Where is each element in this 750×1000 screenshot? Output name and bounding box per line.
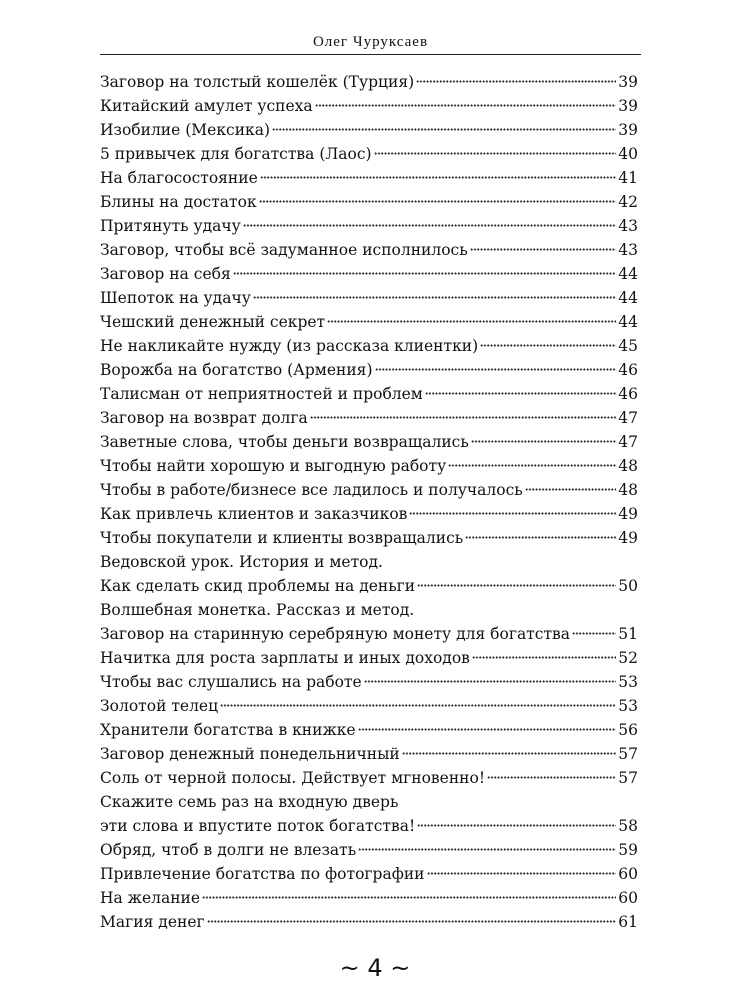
toc-entry-page: 53 [618, 697, 638, 715]
toc-entry-page: 46 [618, 361, 638, 379]
toc-entry-title: 5 привычек для богатства (Лаос) [100, 145, 372, 163]
dot-leader [253, 294, 616, 300]
toc-entry-page: 48 [618, 457, 638, 475]
header-rule [100, 54, 641, 55]
dot-leader [472, 654, 616, 660]
toc-entry[interactable] [100, 526, 638, 550]
toc-entry-title: Чтобы покупатели и клиенты возвращались [100, 529, 464, 547]
page-number: ~ 4 ~ [339, 954, 411, 982]
toc-entry[interactable] [100, 334, 638, 358]
dot-leader [572, 630, 616, 636]
toc-entry[interactable] [100, 142, 638, 166]
toc-entry-title: Ворожба на богатство (Армения) [100, 361, 373, 379]
toc-entry-page: 42 [618, 193, 638, 211]
dot-leader [417, 582, 616, 588]
toc-entry-title: эти слова и впустите поток богатства! [100, 817, 416, 835]
toc-entry-title: Магия денег [100, 913, 205, 931]
toc-entry[interactable] [100, 718, 638, 742]
toc-entry-title: Блины на достаток [100, 193, 257, 211]
toc-entry-title: Ведовской урок. История и метод. [100, 553, 383, 571]
toc-entry[interactable] [100, 454, 638, 478]
toc-entry-title: Шепоток на удачу [100, 289, 251, 307]
toc-entry[interactable] [100, 214, 638, 238]
dot-leader [425, 390, 616, 396]
toc-entry-page: 43 [618, 241, 638, 259]
toc-entry-page: 48 [618, 481, 638, 499]
toc-entry-page: 49 [618, 529, 638, 547]
toc-entry-page: 58 [618, 817, 638, 835]
toc-entry[interactable] [100, 118, 638, 142]
toc-entry-title: Талисман от неприятностей и проблем [100, 385, 423, 403]
dot-leader [207, 918, 617, 924]
dot-leader [487, 774, 616, 780]
toc-entry-page: 50 [618, 577, 638, 595]
dot-leader [310, 414, 617, 420]
toc-entry-page: 60 [618, 889, 638, 907]
toc-entry-page: 45 [618, 337, 638, 355]
toc-entry[interactable] [100, 886, 638, 910]
dot-leader [243, 222, 616, 228]
toc-entry[interactable] [100, 238, 638, 262]
toc-entry-page: 43 [618, 217, 638, 235]
toc-entry-page: 39 [618, 73, 638, 91]
toc-entry-page: 53 [618, 673, 638, 691]
toc-entry-title: Чтобы в работе/бизнесе все ладилось и получалось [100, 481, 523, 499]
toc-entry-page: 47 [618, 433, 638, 451]
toc-entry-title: Начитка для роста зарплаты и иных доходов [100, 649, 470, 667]
dot-leader [259, 198, 617, 204]
toc-entry-title: Как сделать скид проблемы на деньги [100, 577, 416, 595]
toc-entry[interactable] [100, 598, 638, 622]
dot-leader [417, 822, 616, 828]
toc-entry-page: 46 [618, 385, 638, 403]
toc-entry[interactable] [100, 910, 638, 934]
toc-entry-title: На желание [100, 889, 201, 907]
toc-entry-title: Как привлечь клиентов и заказчиков [100, 505, 408, 523]
toc-entry-page: 44 [618, 289, 638, 307]
dot-leader [427, 870, 617, 876]
toc-entry-title: Заговор на старинную серебряную монету для богатства [100, 625, 570, 643]
toc-entry[interactable] [100, 94, 638, 118]
toc-entry[interactable] [100, 502, 638, 526]
toc-entry-title: На благосостояние [100, 169, 258, 187]
toc-entry-title: Волшебная монетка. Рассказ и метод. [100, 601, 415, 619]
dot-leader [260, 174, 616, 180]
toc-entry-title: Чешский денежный секрет [100, 313, 326, 331]
toc-entry[interactable] [100, 670, 638, 694]
table-of-contents [100, 70, 638, 934]
toc-entry[interactable] [100, 262, 638, 286]
dot-leader [315, 102, 617, 108]
toc-entry-title: Хранители богатства в книжке [100, 721, 356, 739]
toc-entry[interactable] [100, 430, 638, 454]
toc-entry-page: 59 [618, 841, 638, 859]
dot-leader [202, 894, 616, 900]
toc-entry-page: 57 [618, 769, 638, 787]
dot-leader [480, 342, 616, 348]
toc-entry-page: 49 [618, 505, 638, 523]
toc-entry-title: Заговор на толстый кошелёк (Турция) [100, 73, 415, 91]
toc-entry-title: Чтобы вас слушались на работе [100, 673, 362, 691]
toc-entry[interactable] [100, 550, 638, 574]
dot-leader [358, 726, 617, 732]
dot-leader [409, 510, 616, 516]
toc-entry[interactable] [100, 574, 638, 598]
toc-entry-page: 39 [618, 121, 638, 139]
toc-entry-title: Изобилие (Мексика) [100, 121, 271, 139]
toc-entry[interactable] [100, 406, 638, 430]
toc-entry[interactable] [100, 382, 638, 406]
toc-entry-title: Заговор на себя [100, 265, 231, 283]
toc-entry-page: 44 [618, 313, 638, 331]
toc-entry[interactable] [100, 286, 638, 310]
toc-entry-page: 61 [618, 913, 638, 931]
toc-entry[interactable] [100, 862, 638, 886]
toc-entry-title: Золотой телец [100, 697, 219, 715]
toc-entry-title: Заговор, чтобы всё задуманное исполнилось [100, 241, 468, 259]
dot-leader [402, 750, 617, 756]
toc-entry-title: Скажите семь раз на входную дверь [100, 793, 399, 811]
toc-entry[interactable] [100, 694, 638, 718]
toc-entry-page: 41 [618, 169, 638, 187]
toc-entry-page: 52 [618, 649, 638, 667]
dot-leader [448, 462, 616, 468]
toc-entry-page: 60 [618, 865, 638, 883]
dot-leader [220, 702, 616, 708]
toc-entry-title: Заговор на возврат долга [100, 409, 308, 427]
dot-leader [525, 486, 617, 492]
toc-entry-title: Чтобы найти хорошую и выгодную работу [100, 457, 447, 475]
dot-leader [358, 846, 616, 852]
toc-entry-page: 56 [618, 721, 638, 739]
running-head: Олег Чуруксаев [312, 34, 429, 50]
dot-leader [233, 270, 617, 276]
toc-entry[interactable] [100, 622, 638, 646]
toc-entry[interactable] [100, 358, 638, 382]
toc-entry-title: Притянуть удачу [100, 217, 241, 235]
toc-entry[interactable] [100, 190, 638, 214]
dot-leader [374, 150, 617, 156]
toc-entry-title: Привлечение богатства по фотографии [100, 865, 425, 883]
dot-leader [272, 126, 616, 132]
toc-entry-page: 39 [618, 97, 638, 115]
dot-leader [416, 78, 616, 84]
toc-entry-title: Заветные слова, чтобы деньги возвращались [100, 433, 469, 451]
toc-entry[interactable] [100, 478, 638, 502]
toc-entry[interactable] [100, 70, 638, 94]
dot-leader [465, 534, 616, 540]
toc-entry-page: 44 [618, 265, 638, 283]
toc-entry[interactable] [100, 766, 638, 790]
toc-entry-page: 57 [618, 745, 638, 763]
toc-entry[interactable] [100, 742, 638, 766]
toc-entry[interactable] [100, 166, 638, 190]
dot-leader [471, 438, 616, 444]
toc-entry-title: Не накликайте нужду (из рассказа клиентки) [100, 337, 479, 355]
dot-leader [327, 318, 616, 324]
toc-entry-page: 40 [618, 145, 638, 163]
toc-entry[interactable] [100, 790, 638, 814]
toc-entry[interactable] [100, 814, 638, 838]
toc-entry-title: Соль от черной полосы. Действует мгновенно! [100, 769, 486, 787]
toc-entry-title: Китайский амулет успеха [100, 97, 313, 115]
toc-entry[interactable] [100, 838, 638, 862]
dot-leader [470, 246, 617, 252]
toc-entry[interactable] [100, 646, 638, 670]
toc-entry-page: 47 [618, 409, 638, 427]
toc-entry-page: 51 [618, 625, 638, 643]
toc-entry[interactable] [100, 310, 638, 334]
toc-entry-title: Заговор денежный понедельничный [100, 745, 400, 763]
dot-leader [375, 366, 617, 372]
toc-entry-title: Обряд, чтоб в долги не влезать [100, 841, 357, 859]
dot-leader [364, 678, 617, 684]
